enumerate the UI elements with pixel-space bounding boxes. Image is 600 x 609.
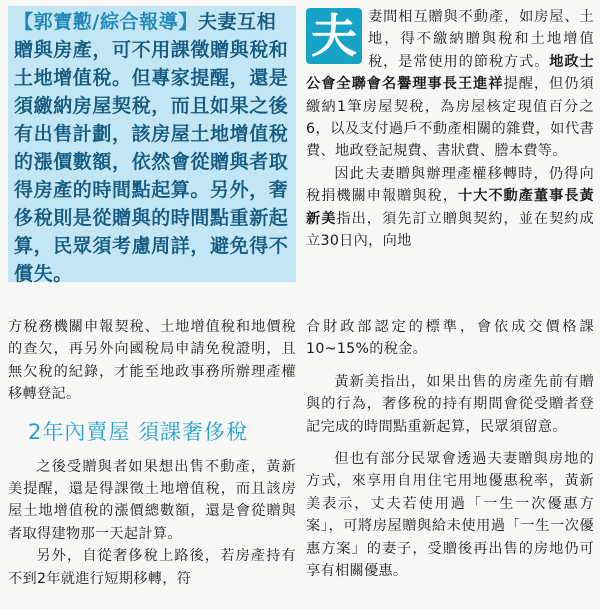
paragraph: 但也有部分民眾會透過夫妻贈與房地的方式，來享用自用住宅用地優惠稅率，黃新美表示，丈夫若使用過「一生一次優惠方案」，可將房屋贈與給未使用過「一生一次優惠方案」的妻子，受贈後再出售的房地仍可享有相關優惠。 bbox=[306, 451, 594, 580]
text-run: 提醒，但仍須繳納1筆房屋契稅，為房屋核定現值百分之6，以及支付過戶不動產相關的雜費，如代書費、地政登記規費、書狀費、謄本費等。 bbox=[306, 76, 594, 160]
text-run: 妻間相互贈與不動產，如房屋、土地，得不繳納贈與稅和土地增值稅，是常使用的節稅方式。 bbox=[368, 9, 594, 70]
drop-cap: 夫 bbox=[306, 8, 362, 64]
text-run: 指出，須先訂立贈與契約，並在契約成立30日內，向地 bbox=[306, 210, 594, 250]
byline: 【郭寶懃/綜合報導】 bbox=[14, 11, 198, 33]
lead-box bbox=[8, 6, 296, 285]
bold-text-run: 十大不動產董事長黃新美 bbox=[306, 188, 594, 227]
column-left-bottom bbox=[8, 316, 296, 590]
column-right-top bbox=[306, 6, 594, 252]
paragraph bbox=[306, 163, 594, 253]
bold-text-run: 地政士公會全聯會名譽理事長王進祥 bbox=[306, 53, 594, 93]
section-subheading: 2年內賣屋 須課奢侈稅 bbox=[28, 419, 249, 444]
paragraph: 方稅務機關申報契稅、土地增值稅和地價稅的查欠，再另外向國稅局申請免稅證明，且無欠稅的紀錄，才能至地政事務所辦理產權移轉登記。 bbox=[8, 319, 296, 403]
paragraph: 之後受贈與者如果想出售不動產，黃新美提醒，還是得課徵土地增值稅，而且該房屋土地增值稅的漲價總數額，還是會從贈與者取得建物那一天起計算。 bbox=[8, 458, 296, 542]
paragraph: 黃新美指出，如果出售的房產先前有贈與的行為，奢侈稅的持有期間會從受贈者登記完成的時間點重新起算，民眾須留意。 bbox=[306, 373, 594, 435]
column-right-bottom bbox=[306, 316, 594, 582]
text-run: 因此夫妻贈與辦理產權移轉時，仍得向稅捐機關申報贈與稅， bbox=[306, 165, 594, 205]
paragraph: 另外，自從奢侈稅上路後，若房產持有不到2年就進行短期移轉，符 bbox=[8, 548, 296, 587]
paragraph: 合財政部認定的標準，會依成交價格課10~15%的稅金。 bbox=[306, 319, 594, 358]
lead-paragraph bbox=[8, 6, 296, 288]
lead-text: 夫妻互相贈與房產，可不用課徵贈與稅和土地增值稅。但專家提醒，還是須繳納房屋契稅，而且如果之後有出售計劃，該房屋土地增值稅的漲價數額，依然會從贈與者取得房產的時間點起算。另外，奢侈稅則是從贈與的時間點重新起算，民眾須考慮周詳，避免得不償失。 bbox=[14, 11, 289, 285]
